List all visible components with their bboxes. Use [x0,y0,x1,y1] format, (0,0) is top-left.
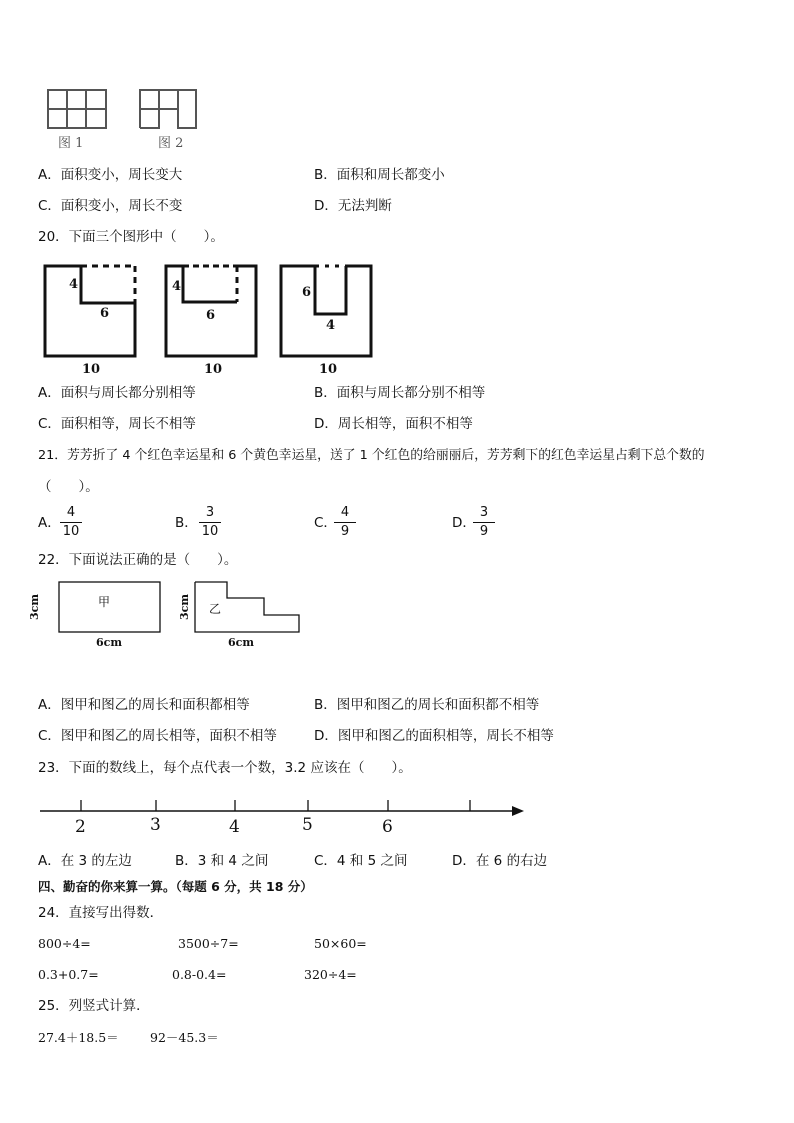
q20-figure-b [166,266,256,377]
q22-stem: 22．下面说法正确的是（ ）。 [38,552,238,568]
q24-item-2: 3500÷7= [178,936,239,951]
q19-fig2-label: 图 2 [158,136,184,151]
q20-c-side-label: 6 [302,285,312,300]
q22-yi-label: 乙 [209,602,222,616]
q25-stem: 25．列竖式计算． [38,998,150,1014]
q21-d-numerator: 3 [473,505,495,523]
q21-a-numerator: 4 [60,505,82,523]
number-line-tick-label: 2 [75,817,86,837]
q20-b-bottom-label: 10 [204,362,223,377]
q20-b-inner-label: 6 [206,308,216,323]
q23-option-a: A．在 3 的左边 [38,853,132,869]
q21-b-denominator: 10 [201,524,219,539]
q20-a-side-label: 4 [69,277,79,292]
q25-item-1: 27.4＋18.5＝ [38,1030,119,1045]
q19-figure-1 [48,90,106,128]
q24-item-4: 0.3+0.7= [38,967,99,982]
q21-a-denominator: 10 [62,524,80,539]
q23-option-b: B．3 和 4 之间 [175,853,269,869]
q21-option-d-letter: D． [452,515,476,531]
q21-option-b-letter: B． [175,515,198,531]
q22-option-a: A．图甲和图乙的周长和面积都相等 [38,697,250,713]
q20-b-side-label: 4 [172,279,182,294]
q22-jia-height-label: 3cm [28,594,41,620]
q19-option-a: A．面积变小，周长变大 [38,167,183,183]
number-line-tick-label: 4 [229,817,240,837]
q20-c-inner-label: 4 [326,318,336,333]
q20-option-c: C．面积相等，周长不相等 [38,416,196,432]
q19-option-c: C．面积变小，周长不变 [38,198,183,214]
q21-b-numerator: 3 [199,505,221,523]
q20-stem: 20．下面三个图形中（ ）。 [38,229,224,245]
q21-c-numerator: 4 [334,505,356,523]
q19-figure-2 [140,90,196,128]
section-4-title: 四、勤奋的你来算一算。（每题 6 分，共 18 分） [38,879,313,894]
q22-yi-width-label: 6cm [228,636,254,649]
q23-stem: 23．下面的数线上，每个点代表一个数，3.2 应该在（ ）。 [38,760,412,776]
q20-figure-a [45,266,135,377]
q23-option-d: D．在 6 的右边 [452,853,548,869]
q19-fig1-label: 图 1 [58,136,84,151]
q24-item-5: 0.8-0.4= [172,967,227,982]
q22-jia-label: 甲 [98,595,111,609]
q23-number-line [38,790,538,840]
q20-a-inner-label: 6 [100,306,110,321]
q20-option-a: A．面积与周长都分别相等 [38,385,196,401]
q21-option-d-fraction [473,505,495,540]
q21-stem-line2: （ ）。 [38,479,99,495]
number-line-tick-label: 6 [382,817,393,837]
q20-figure-c [281,266,371,377]
q20-c-bottom-label: 10 [319,362,338,377]
q21-stem-line1: 21．芳芳折了 4 个红色幸运星和 6 个黄色幸运星，送了 1 个红色的给丽丽后，芳芳剩下的红色幸运星占剩下总个数的 [38,448,705,463]
q25-item-2: 92－45.3＝ [150,1030,219,1045]
number-line-tick-label: 5 [302,815,313,835]
q23-option-c: C．4 和 5 之间 [314,853,408,869]
q21-option-c-fraction [334,505,356,540]
q21-c-denominator: 9 [340,524,350,539]
q22-jia-width-label: 6cm [96,636,122,649]
q22-figures [38,578,308,648]
q20-option-b: B．面积与周长都分别不相等 [314,385,486,401]
q20-a-bottom-label: 10 [82,362,101,377]
number-line-tick-label: 3 [150,815,161,835]
q19-option-d: D．无法判断 [314,198,392,214]
q22-option-c: C．图甲和图乙的周长相等，面积不相等 [38,728,277,744]
q20-figures [38,258,388,378]
q24-item-6: 320÷4= [304,967,357,982]
q24-item-1: 800÷4= [38,936,91,951]
q21-option-c-letter: C． [314,515,337,531]
q20-option-d: D．周长相等，面积不相等 [314,416,473,432]
q19-option-b: B．面积和周长都变小 [314,167,445,183]
q21-option-a-letter: A． [38,515,61,531]
q21-option-a-fraction [60,505,82,540]
q24-stem: 24．直接写出得数． [38,905,164,921]
q24-item-3: 50×60= [314,936,367,951]
q22-option-d: D．图甲和图乙的面积相等，周长不相等 [314,728,554,744]
q21-option-b-fraction [199,505,221,540]
q21-d-denominator: 9 [479,524,489,539]
q22-yi-height-label: 3cm [178,594,191,620]
q22-option-b: B．图甲和图乙的周长和面积都不相等 [314,697,540,713]
